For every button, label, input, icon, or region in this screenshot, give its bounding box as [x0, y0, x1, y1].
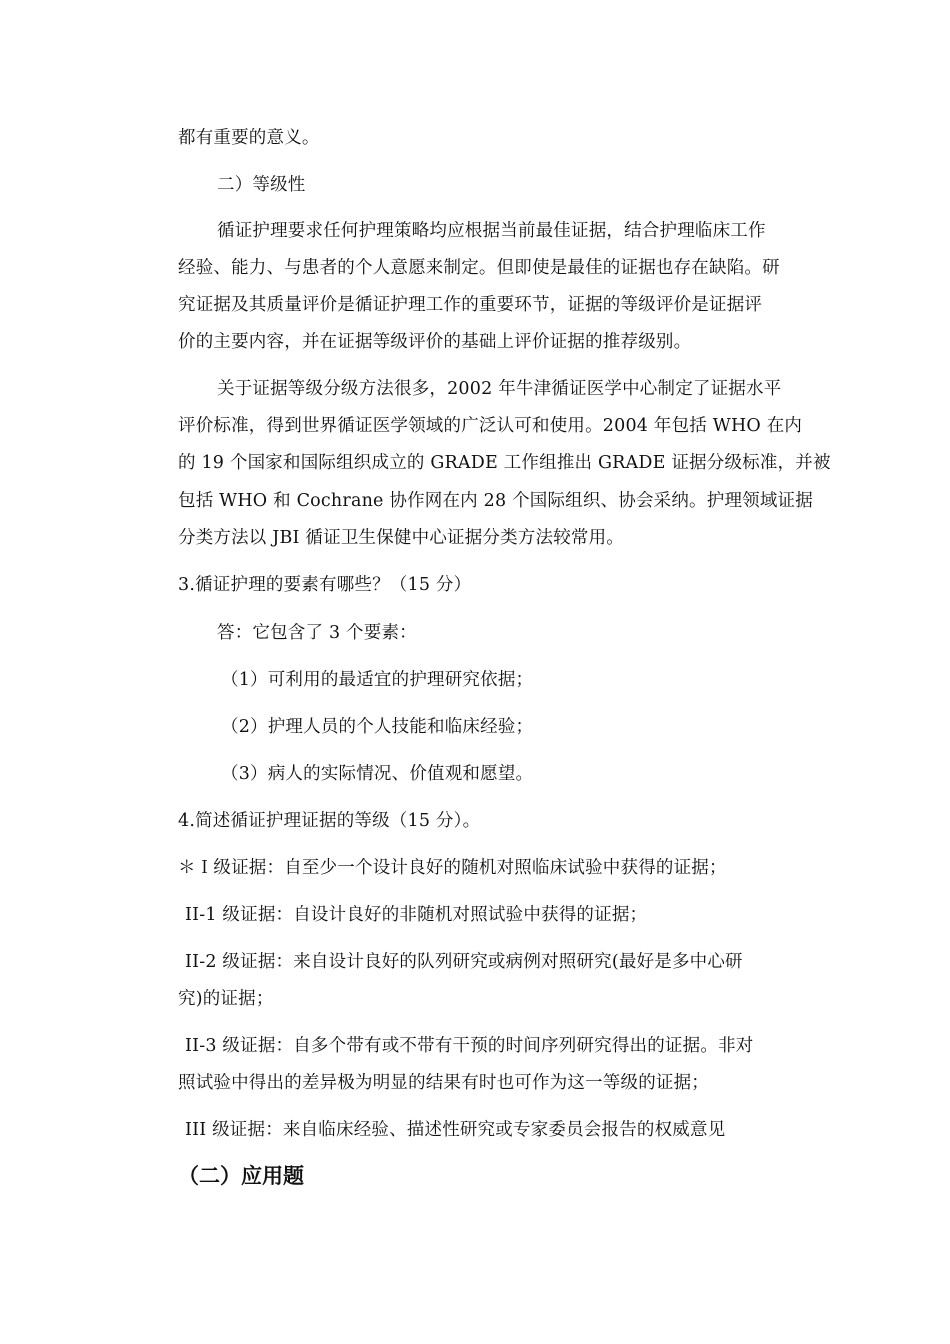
evidence-level-line: 照试验中得出的差异极为明显的结果有时也可作为这一等级的证据；: [178, 1073, 709, 1093]
paragraph-line: 都有重要的意义。: [178, 128, 320, 148]
answer-line: 答：它包含了 3 个要素：: [217, 623, 417, 643]
evidence-level-line: 究)的证据；: [178, 989, 274, 1009]
paragraph-line: 究证据及其质量评价是循证护理工作的重要环节，证据的等级评价是证据评: [178, 295, 763, 315]
evidence-level-line: III 级证据：来自临床经验、描述性研究或专家委员会报告的权威意见: [185, 1120, 726, 1140]
paragraph-line: 分类方法以 JBI 循证卫生保健中心证据分类方法较常用。: [178, 528, 625, 548]
question-heading: 3.循证护理的要素有哪些？（15 分）: [178, 575, 472, 595]
paragraph-line: 评价标准，得到世界循证医学领域的广泛认可和使用。2004 年包括 WHO 在内: [178, 416, 803, 436]
evidence-level-line: ＊Ｉ级证据：自至少一个设计良好的随机对照临床试验中获得的证据；: [178, 858, 727, 878]
paragraph-line: 价的主要内容，并在证据等级评价的基础上评价证据的推荐级别。: [178, 332, 692, 352]
question-heading: 4.简述循证护理证据的等级（15 分）。: [178, 811, 481, 831]
list-item: （3）病人的实际情况、价值观和愿望。: [221, 764, 534, 784]
evidence-level-line: II-3 级证据：自多个带有或不带有干预的时间序列研究得出的证据。非对: [185, 1036, 754, 1056]
evidence-level-line: II-2 级证据：来自设计良好的队列研究或病例对照研究(最好是多中心研: [185, 952, 743, 972]
evidence-level-line: II-1 级证据：自设计良好的非随机对照试验中获得的证据；: [185, 905, 648, 925]
subsection-title: 二）等级性: [217, 175, 306, 195]
paragraph-line: 的 19 个国家和国际组织成立的 GRADE 工作组推出 GRADE 证据分级标准，并被: [178, 453, 831, 473]
section-heading: （二）应用题: [178, 1164, 304, 1188]
paragraph-line: 包括 WHO 和 Cochrane 协作网在内 28 个国际组织、协会采纳。护理领域证据: [178, 491, 813, 511]
paragraph-line: 关于证据等级分级方法很多，2002 年牛津循证医学中心制定了证据水平: [217, 379, 782, 399]
list-item: （2）护理人员的个人技能和临床经验；: [221, 717, 534, 737]
list-item: （1）可利用的最适宜的护理研究依据；: [221, 670, 534, 690]
paragraph-line: 经验、能力、与患者的个人意愿来制定。但即使是最佳的证据也存在缺陷。研: [178, 258, 780, 278]
paragraph-line: 循证护理要求任何护理策略均应根据当前最佳证据，结合护理临床工作: [217, 221, 766, 241]
